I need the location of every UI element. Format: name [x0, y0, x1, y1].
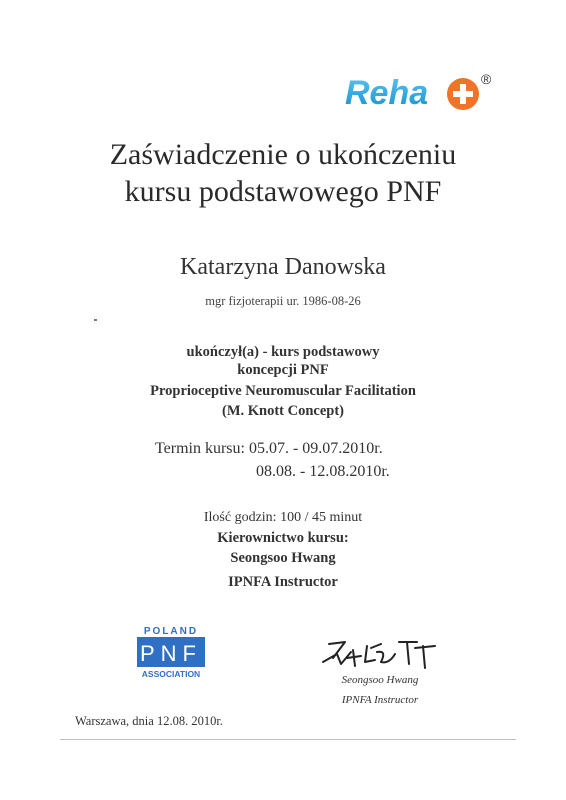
course-line3: Proprioceptive Neuromuscular Facilitation	[150, 383, 416, 399]
leadership-label: Kierownictwo kursu:	[217, 530, 349, 546]
reha-logo	[345, 70, 505, 116]
course-term-line2: 08.08. - 12.08.2010r.	[256, 463, 390, 480]
reha-logo-text: Reha	[345, 74, 429, 112]
certificate-title-line1: Zaświadczenie o ukończeniu	[109, 138, 457, 171]
stray-mark	[94, 319, 97, 321]
signature-name: Seongsoo Hwang	[341, 674, 419, 686]
place-and-date: Warszawa, dnia 12.08. 2010r.	[75, 714, 223, 728]
course-term-line1: Termin kursu: 05.07. - 09.07.2010r.	[155, 440, 383, 457]
pnf-logo-bottom: ASSOCIATION	[141, 669, 201, 679]
course-line2: koncepcji PNF	[237, 362, 329, 378]
leadership-role: IPNFA Instructor	[228, 574, 338, 590]
recipient-degree: mgr fizjoterapii ur. 1986-08-26	[205, 294, 361, 308]
registered-mark: ®	[481, 71, 492, 87]
pnf-logo-top: POLAND	[143, 626, 199, 637]
signature-role: IPNFA Instructor	[341, 694, 419, 706]
leadership-name: Seongsoo Hwang	[230, 550, 336, 566]
bottom-divider	[60, 739, 516, 740]
certificate-title-line2: kursu podstawowego PNF	[124, 175, 442, 208]
course-line4: (M. Knott Concept)	[221, 403, 345, 419]
recipient-name: Katarzyna Danowska	[180, 254, 386, 280]
course-hours: Ilość godzin: 100 / 45 minut	[203, 510, 363, 525]
course-line1: ukończył(a) - kurs podstawowy	[186, 344, 380, 360]
pnf-association-logo	[133, 624, 209, 680]
handwritten-signature	[315, 632, 445, 674]
pnf-logo-middle: PNF	[140, 641, 202, 666]
